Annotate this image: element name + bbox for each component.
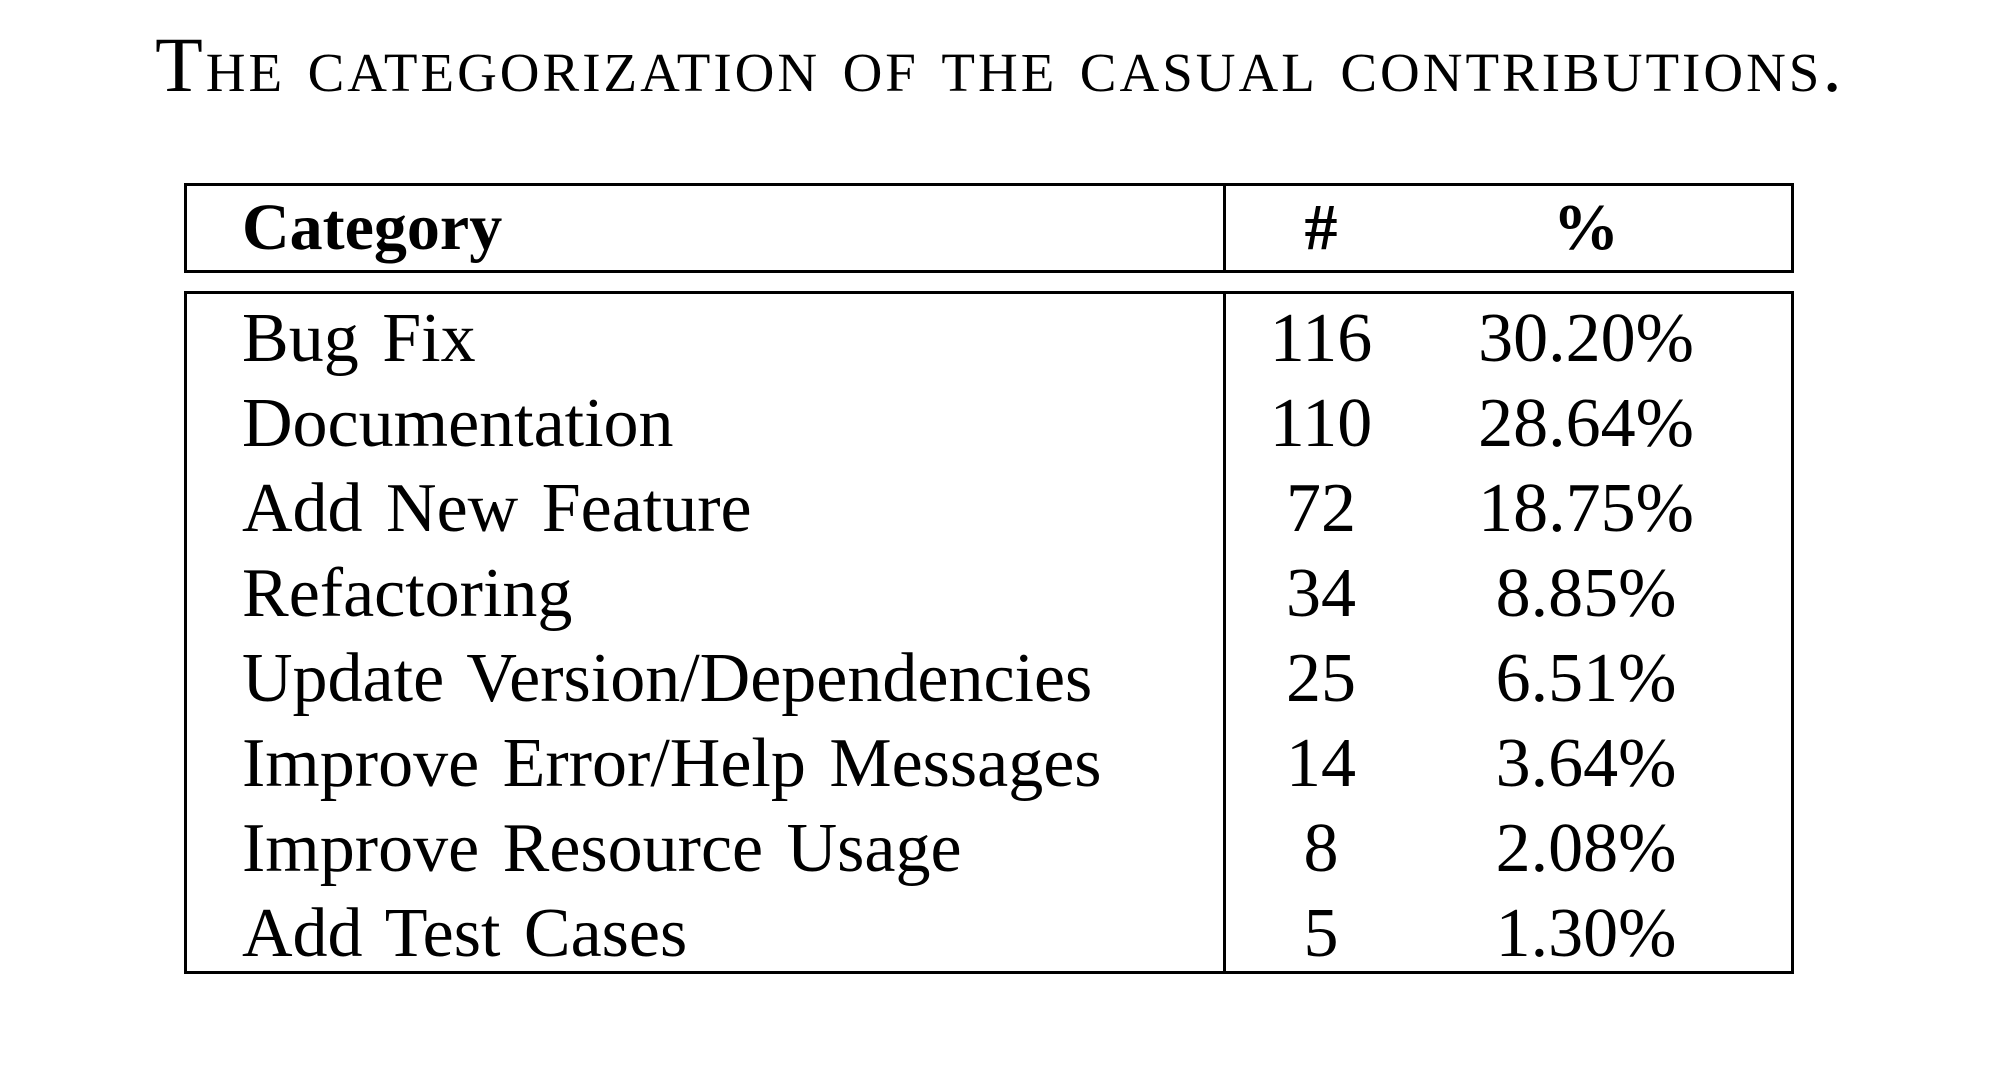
table-header xyxy=(184,183,1794,273)
percent-cell: 2.08% xyxy=(1495,810,1677,887)
count-cell: 116 xyxy=(1269,300,1373,377)
table-row xyxy=(187,551,1791,636)
category-cell: Improve Resource Usage xyxy=(242,810,962,887)
category-cell: Refactoring xyxy=(242,555,573,632)
percent-cell: 30.20% xyxy=(1478,300,1694,377)
percent-cell: 6.51% xyxy=(1495,640,1677,717)
category-cell: Add Test Cases xyxy=(242,895,688,972)
percent-cell: 28.64% xyxy=(1478,385,1694,462)
header-category: Category xyxy=(242,191,503,264)
percent-cell: 8.85% xyxy=(1495,555,1677,632)
category-cell: Update Version/Dependencies xyxy=(242,640,1093,717)
table-row xyxy=(187,466,1791,551)
table-body xyxy=(184,291,1794,974)
count-cell: 34 xyxy=(1286,555,1356,632)
header-percent: % xyxy=(1553,191,1619,264)
header-count: # xyxy=(1304,191,1338,264)
percent-cell: 3.64% xyxy=(1495,725,1677,802)
count-cell: 5 xyxy=(1303,895,1339,972)
category-cell: Bug Fix xyxy=(242,300,476,377)
category-cell: Improve Error/Help Messages xyxy=(242,725,1102,802)
table-row xyxy=(187,806,1791,891)
table-row xyxy=(187,636,1791,721)
table-row xyxy=(187,721,1791,806)
table-row xyxy=(187,891,1791,976)
table-row xyxy=(187,296,1791,381)
category-cell: Documentation xyxy=(242,385,674,462)
category-cell: Add New Feature xyxy=(242,470,752,547)
count-cell: 8 xyxy=(1303,810,1339,887)
table-caption: The categorization of the casual contributions. xyxy=(155,21,1845,108)
table-row xyxy=(187,381,1791,466)
count-cell: 14 xyxy=(1286,725,1356,802)
count-cell: 25 xyxy=(1286,640,1356,717)
percent-cell: 18.75% xyxy=(1478,470,1694,547)
percent-cell: 1.30% xyxy=(1495,895,1677,972)
count-cell: 72 xyxy=(1286,470,1356,547)
count-cell: 110 xyxy=(1269,385,1373,462)
